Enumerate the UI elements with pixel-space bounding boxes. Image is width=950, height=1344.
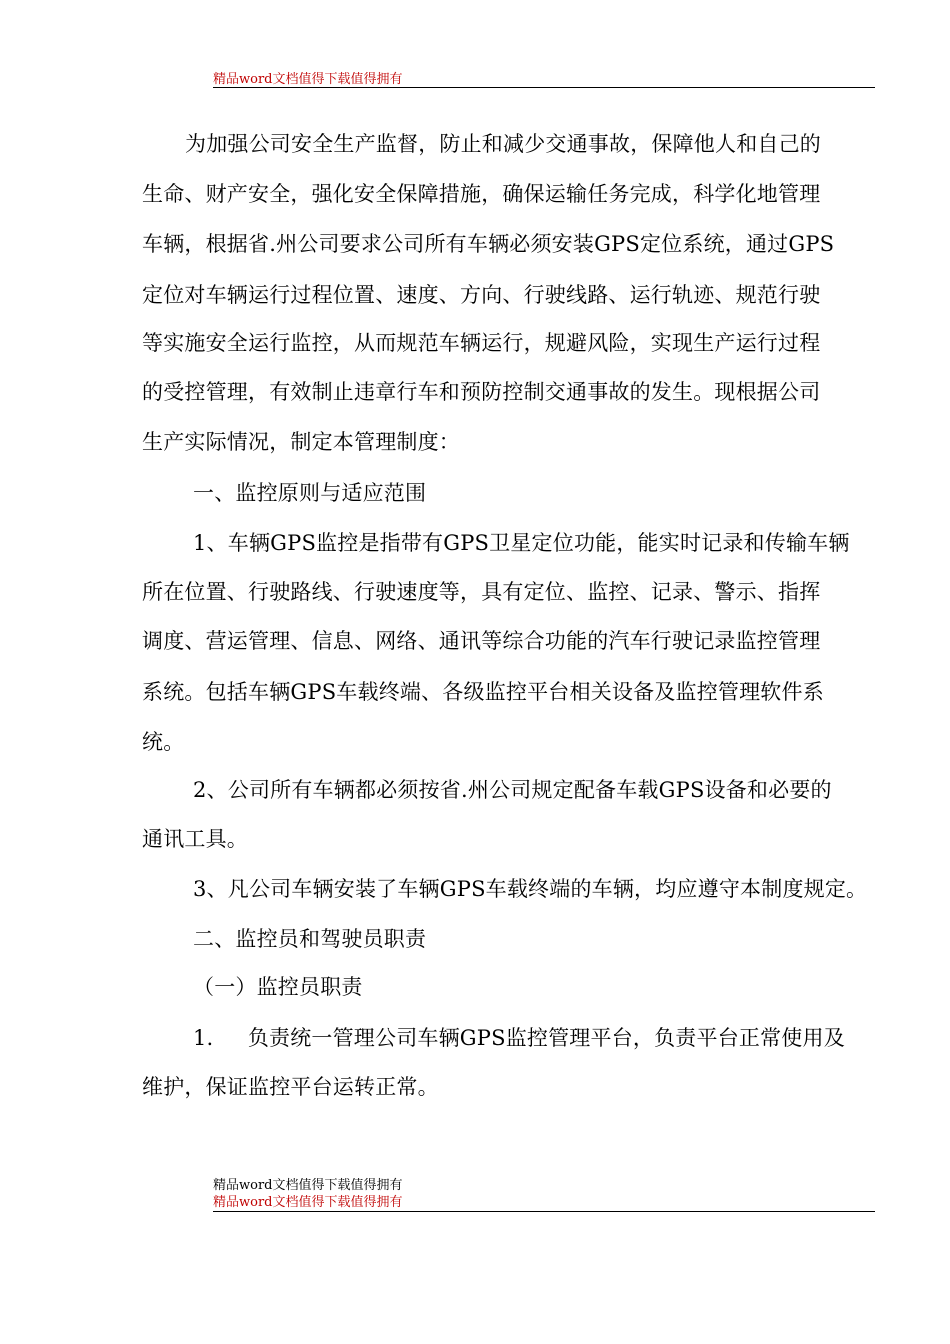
footer-watermark-text: 精品word文档值得下载值得拥有 [213, 1178, 403, 1193]
paragraph-line: 等实施安全运行监控，从而规范车辆运行，规避风险，实现生产运行过程 [142, 331, 821, 355]
section-heading: 二、监控员和驾驶员职责 [193, 927, 427, 951]
paragraph-line: 生产实际情况，制定本管理制度： [142, 430, 460, 454]
paragraph-line: 3、凡公司车辆安装了车辆GPS车载终端的车辆，均应遵守本制度规定。 [193, 877, 868, 901]
paragraph-line: 1、车辆GPS监控是指带有GPS卫星定位功能，能实时记录和传输车辆 [193, 531, 850, 555]
footer-divider [213, 1211, 875, 1212]
header-watermark-text: 精品word文档值得下载值得拥有 [213, 72, 403, 87]
paragraph-line: 的受控管理，有效制止违章行车和预防控制交通事故的发生。现根据公司 [142, 380, 821, 404]
paragraph-line: 1. 负责统一管理公司车辆GPS监控管理平台，负责平台正常使用及 [193, 1026, 845, 1050]
paragraph-line: 2、公司所有车辆都必须按省.州公司规定配备车载GPS设备和必要的 [193, 778, 832, 802]
paragraph-line: 通讯工具。 [142, 827, 248, 851]
footer-watermark-text-red: 精品word文档值得下载值得拥有 [213, 1195, 403, 1210]
paragraph-line: 维护，保证监控平台运转正常。 [142, 1075, 439, 1099]
paragraph-line: 生命、财产安全，强化安全保障措施，确保运输任务完成，科学化地管理 [142, 182, 821, 206]
paragraph-line: 车辆，根据省.州公司要求公司所有车辆必须安装GPS定位系统，通过GPS [142, 232, 835, 256]
subsection-heading: （一）监控员职责 [193, 975, 363, 999]
paragraph-line: 为加强公司安全生产监督，防止和减少交通事故，保障他人和自己的 [185, 132, 821, 156]
header-divider [213, 87, 875, 88]
paragraph-line: 统。 [142, 730, 185, 754]
paragraph-line: 系统。包括车辆GPS车载终端、各级监控平台相关设备及监控管理软件系 [142, 680, 824, 704]
paragraph-line: 定位对车辆运行过程位置、速度、方向、行驶线路、运行轨迹、规范行驶 [142, 283, 821, 307]
section-heading: 一、监控原则与适应范围 [193, 481, 427, 505]
paragraph-line: 所在位置、行驶路线、行驶速度等，具有定位、监控、记录、警示、指挥 [142, 580, 821, 604]
paragraph-line: 调度、营运管理、信息、网络、通讯等综合功能的汽车行驶记录监控管理 [142, 629, 821, 653]
